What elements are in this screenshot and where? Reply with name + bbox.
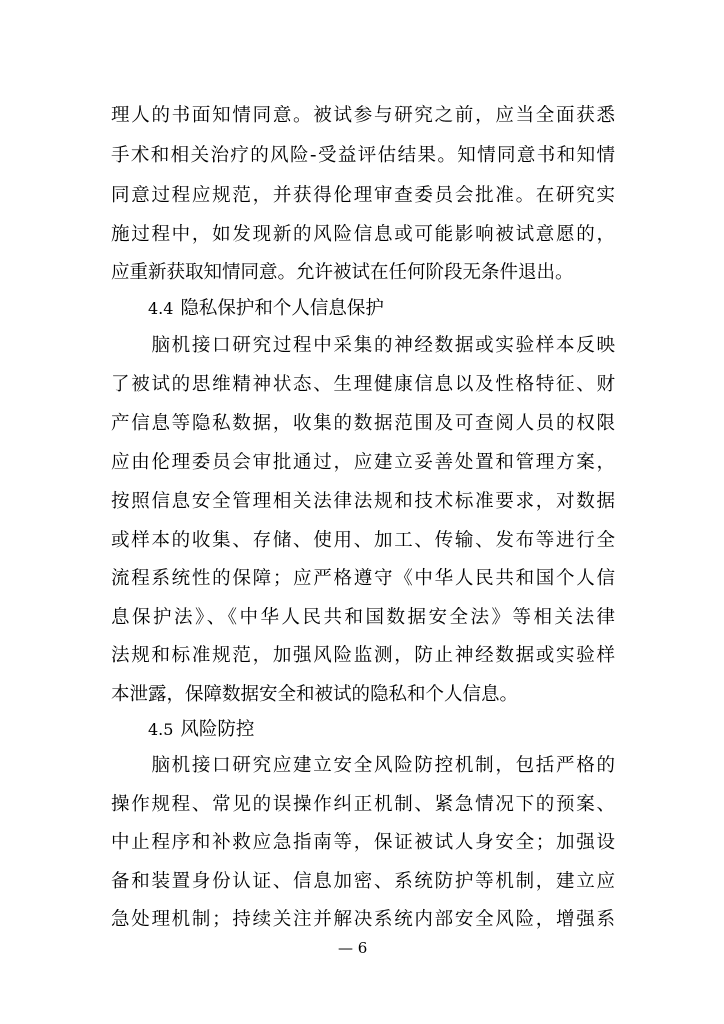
section-number: 4.5 [148, 720, 174, 739]
text-line: 脑机接口研究过程中采集的神经数据或实验样本反映 [111, 335, 615, 356]
section-number: 4.4 [148, 299, 174, 318]
text-line: 本泄露，保障数据安全和被试的隐私和个人信息。 [111, 684, 519, 705]
page-number: — 6 [338, 939, 368, 957]
text-line: 应重新获取知情同意。允许被试在任何阶段无条件退出。 [111, 262, 574, 283]
text-line: 了被试的思维精神状态、生理健康信息以及性格特征、财 [111, 374, 615, 395]
text-line: 脑机接口研究应建立安全风险防控机制，包括严格的 [111, 755, 615, 776]
section-heading-4-5 [148, 717, 254, 743]
text-line: 息保护法》、《中华人民共和国数据安全法》等相关法律 [111, 607, 615, 628]
text-line: 应由伦理委员会审批通过，应建立妥善处置和管理方案， [111, 452, 615, 473]
text-line: 产信息等隐私数据，收集的数据范围及可查阅人员的权限 [111, 413, 615, 434]
text-line: 备和装置身份认证、信息加密、系统防护等机制，建立应 [111, 871, 615, 892]
text-line: 或样本的收集、存储、使用、加工、传输、发布等进行全 [111, 530, 615, 551]
text-line: 同意过程应规范，并获得伦理审查委员会批准。在研究实 [111, 185, 615, 206]
text-line: 操作规程、常见的误操作纠正机制、紧急情况下的预案、 [111, 794, 615, 815]
section-heading-4-4 [148, 296, 384, 322]
text-line: 按照信息安全管理相关法律法规和技术标准要求，对数据 [111, 491, 615, 512]
text-line: 理人的书面知情同意。被试参与研究之前，应当全面获悉 [111, 105, 615, 126]
section-title: 风险防控 [180, 719, 255, 740]
text-line: 手术和相关治疗的风险-受益评估结果。知情同意书和知情 [111, 145, 615, 166]
text-line: 急处理机制；持续关注并解决系统内部安全风险，增强系 [111, 909, 615, 930]
text-line: 中止程序和补救应急指南等，保证被试人身安全；加强设 [111, 832, 615, 853]
text-line: 施过程中，如发现新的风险信息或可能影响被试意愿的， [111, 224, 615, 245]
text-line: 法规和标准规范，加强风险监测，防止神经数据或实验样 [111, 645, 615, 666]
section-title: 隐私保护和个人信息保护 [180, 298, 384, 319]
text-line: 流程系统性的保障；应严格遵守《中华人民共和国个人信 [111, 568, 615, 589]
